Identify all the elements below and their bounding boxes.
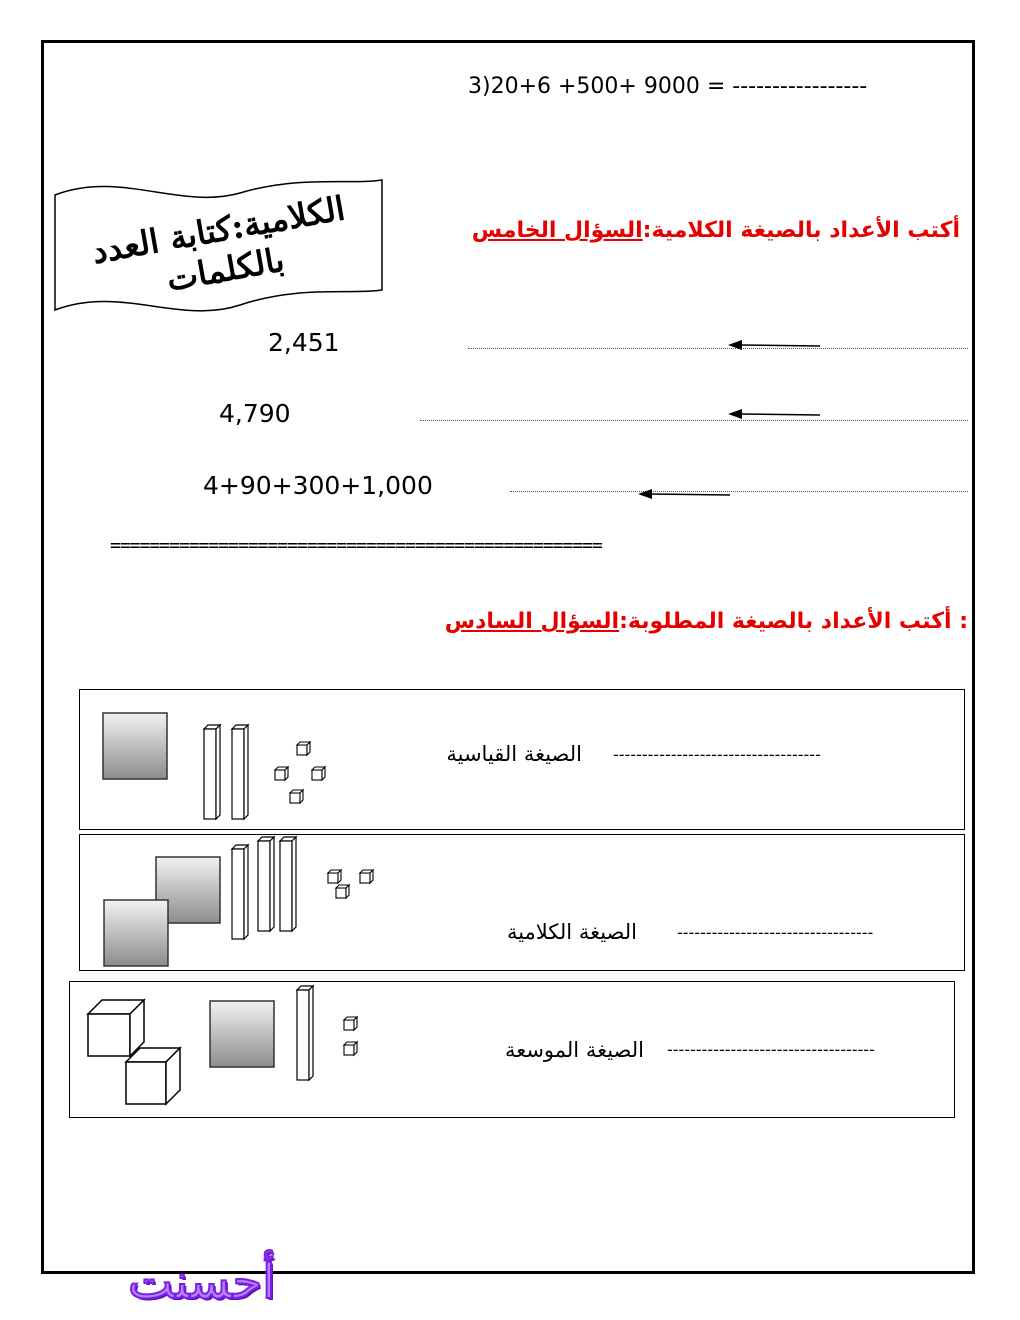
q3-expression: 3)20+6 +500+ 9000 = ----------------- — [468, 74, 868, 99]
q6-title-label: السؤال السادس — [444, 609, 620, 634]
q5-item-2: 4,790 — [219, 399, 291, 428]
form-label-verbal: الصيغة الكلامية — [506, 920, 637, 944]
answer-line-1[interactable] — [468, 348, 968, 349]
form-answer-standard[interactable]: ------------------------------------ — [613, 745, 821, 764]
q5-title-label: السؤال الخامس — [471, 218, 643, 243]
base-ten-blocks-3 — [80, 980, 380, 1115]
banner-text: الكلامية:كتابة العدد بالكلمات — [89, 188, 348, 299]
q6-title-prefix: : أكتب الأعداد بالصيغة المطلوبة: — [619, 609, 968, 634]
form-answer-expanded[interactable]: ------------------------------------ — [667, 1040, 875, 1059]
q5-item-3: 4+90+300+1,000 — [203, 471, 433, 500]
arrow-icon — [728, 338, 823, 354]
well-done-stamp: أحسنت — [128, 1254, 276, 1310]
answer-line-2[interactable] — [420, 420, 968, 421]
form-label-expanded: الصيغة الموسعة — [504, 1038, 644, 1062]
arrow-icon — [638, 486, 733, 502]
base-ten-blocks-1 — [90, 700, 350, 825]
base-ten-blocks-2 — [90, 830, 390, 970]
arrow-icon — [728, 406, 823, 422]
q5-item-1: 2,451 — [268, 328, 340, 357]
separator-line: ================================================== — [110, 535, 602, 556]
form-label-standard: الصيغة القياسية — [446, 742, 582, 766]
q5-title — [472, 218, 960, 243]
q6-title — [445, 609, 968, 634]
q5-title-main: أكتب الأعداد بالصيغة الكلامية: — [642, 218, 960, 243]
form-answer-verbal[interactable]: ---------------------------------- — [677, 923, 874, 942]
answer-line-3[interactable] — [510, 491, 968, 492]
